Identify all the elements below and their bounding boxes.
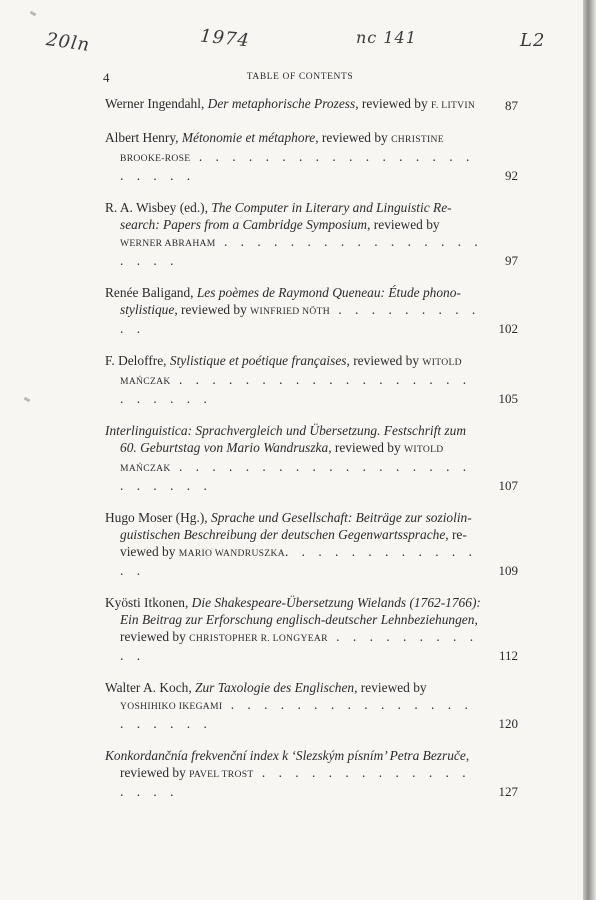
entry-text: , reviewed by	[328, 440, 405, 455]
reviewer-name: MAŃCZAK	[120, 463, 171, 474]
toc-page-number: 102	[498, 321, 518, 336]
leader-dots: . . . . . . . . . . . . . . . . . . . . . . . .	[120, 459, 472, 493]
reviewer-name: WITOLD	[404, 444, 444, 455]
toc-entry-line	[105, 543, 486, 579]
entry-text: reviewed by	[120, 629, 190, 644]
toc-entry	[105, 679, 518, 732]
toc-entry-line	[105, 509, 486, 526]
entry-text: viewed by	[120, 544, 179, 559]
toc-entry	[105, 284, 518, 337]
leader-dots: . . . . . . . . . . . . . . . . . . . . .	[120, 697, 473, 731]
leader-dots: . . . . . . . . . . . . . . . . . . . . . . . .	[120, 372, 472, 406]
toc-entry	[105, 129, 518, 184]
reviewer-name: MARIO WANDRUSZKA	[178, 548, 285, 559]
book-title: 60. Geburtstag von Mario Wandruszka	[120, 440, 329, 455]
entry-text: , reviewed by	[354, 680, 427, 695]
leader-dots: . . . . . . . . . . . . . .	[120, 544, 477, 578]
book-title: search: Papers from a Cambridge Symposium	[120, 217, 368, 232]
book-title: Interlinguistica: Sprachvergleich und Übersetzung. Festschrift zum	[105, 423, 466, 438]
toc-entry	[105, 95, 518, 114]
book-title: Die Shakespeare-Übersetzung Wielands (1762-1766):	[191, 595, 481, 610]
book-title: Konkordančnía frekvenční index k ‘Slezským písním’ Petra Bezruče	[105, 748, 466, 763]
book-title: guistischen Beschreibung der deutschen Gegenwartssprache	[120, 527, 446, 542]
running-head	[103, 70, 497, 86]
toc-entry-line	[105, 301, 486, 337]
toc-entry	[105, 422, 518, 494]
toc-entry-line	[105, 679, 486, 696]
entry-text: Albert Henry,	[105, 130, 182, 145]
toc-page-number: 109	[498, 563, 518, 578]
toc-entry-line	[105, 439, 486, 458]
entry-text: Kyösti Itkonen,	[105, 595, 192, 610]
toc-entry-line	[105, 95, 486, 114]
book-title: Les poèmes de Raymond Queneau: Étude phono-	[196, 285, 461, 300]
toc-entry-line	[105, 594, 486, 611]
reviewer-name: WINFRIED NÖTH	[250, 306, 331, 317]
entry-text: Walter A. Koch,	[105, 680, 196, 695]
handwritten-note-number: nc 141	[356, 28, 417, 47]
reviewer-name: CHRISTOPHER R. LONGYEAR	[189, 633, 328, 644]
toc-entry-line	[105, 352, 486, 371]
entry-text: , reviewed by	[174, 302, 251, 317]
toc-entry	[105, 594, 518, 664]
handwritten-note-left: 20ln	[44, 29, 92, 56]
reviewer-name: YOSHIHIKO IKEGAMI	[120, 701, 223, 712]
reviewer-name: CHRISTINE	[391, 134, 444, 145]
toc-entry	[105, 199, 518, 269]
toc-entry-line	[105, 526, 486, 543]
handwritten-note-year: 1974	[199, 25, 251, 52]
reviewer-name: WITOLD	[422, 357, 462, 368]
entry-text: , reviewed by	[367, 217, 440, 232]
entry-text: ,	[474, 612, 478, 627]
toc-entry	[105, 509, 518, 579]
reviewer-name: MAŃCZAK	[120, 376, 171, 387]
reviewer-name: PAVEL TROST	[189, 769, 254, 780]
toc-entry-line	[105, 199, 486, 216]
entry-text: reviewed by	[120, 765, 190, 780]
entry-text: ,	[465, 748, 470, 763]
toc-entry	[105, 352, 518, 407]
book-title: Zur Taxologie des Englischen	[195, 680, 355, 695]
entry-text: , reviewed by	[315, 130, 392, 145]
book-title: stylistique	[120, 302, 175, 317]
toc-entry-line	[105, 284, 486, 301]
leader-dots: . . . . . . . . . . .	[120, 629, 479, 663]
toc-page-number: 87	[505, 98, 518, 113]
entry-text: Renée Baligand,	[105, 285, 197, 300]
handwritten-note-right: L2	[520, 30, 546, 51]
leader-dots: . . . . . . . . . . . . . . . . . . . . . .	[120, 149, 475, 183]
book-title: Métonomie et métaphore	[181, 130, 316, 145]
toc-entry	[105, 747, 518, 800]
entry-text: F. Deloffre,	[105, 353, 170, 368]
entry-text: , reviewed by	[355, 96, 432, 111]
book-title: The Computer in Literary and Linguistic Re-	[211, 200, 452, 215]
entry-text: , reviewed by	[346, 353, 423, 368]
toc-entry-line	[105, 458, 486, 494]
leader-dots: . . . . . . . . . . . . . . . . . . . .	[120, 234, 483, 268]
toc-page-number: 112	[498, 648, 518, 663]
book-title: Ein Beitrag zur Erforschung englisch-deutscher Lehnbeziehungen	[120, 612, 475, 627]
toc-page-number: 107	[498, 478, 518, 493]
page-number: 4	[103, 70, 110, 85]
entry-text: R. A. Wisbey (ed.),	[105, 200, 212, 215]
toc-page-number: 127	[498, 784, 518, 799]
toc-entry-line	[105, 216, 486, 233]
reviewer-name: F. LITVIN	[431, 100, 476, 111]
toc-page-number: 92	[505, 168, 518, 183]
toc-entry-line	[105, 628, 486, 664]
toc-page-number: 120	[498, 716, 518, 731]
book-title: Stylistique et poétique françaises	[169, 353, 347, 368]
page-title: TABLE OF CONTENTS	[246, 72, 354, 82]
leader-dots: . . . . . . . . . . . . . . . . .	[120, 765, 471, 799]
toc-entry-line	[105, 371, 486, 407]
leader-dots: . . . . . . . . . . .	[120, 302, 481, 336]
reviewer-name: WERNER ABRAHAM	[120, 238, 216, 249]
toc-page-number: 97	[505, 253, 518, 268]
toc-entry-line	[105, 611, 486, 628]
toc-entry-line	[105, 233, 486, 269]
toc-entry-line	[105, 148, 486, 184]
toc-entry-line	[105, 764, 486, 800]
table-of-contents	[105, 95, 518, 815]
toc-page-number: 105	[498, 391, 518, 406]
entry-text: Werner Ingendahl,	[105, 96, 208, 111]
toc-entry-line	[105, 129, 486, 148]
entry-text: , re-	[445, 527, 467, 542]
reviewer-name: BROOKE-ROSE	[120, 153, 191, 164]
book-title: Der metaphorische Prozess	[207, 96, 356, 111]
entry-text: Hugo Moser (Hg.),	[105, 510, 211, 525]
page-edge-shadow	[583, 0, 596, 900]
toc-entry-line	[105, 422, 486, 439]
toc-entry-line	[105, 747, 486, 764]
book-title: Sprache und Gesellschaft: Beiträge zur soziolin-	[211, 510, 472, 525]
toc-entry-line	[105, 696, 486, 732]
